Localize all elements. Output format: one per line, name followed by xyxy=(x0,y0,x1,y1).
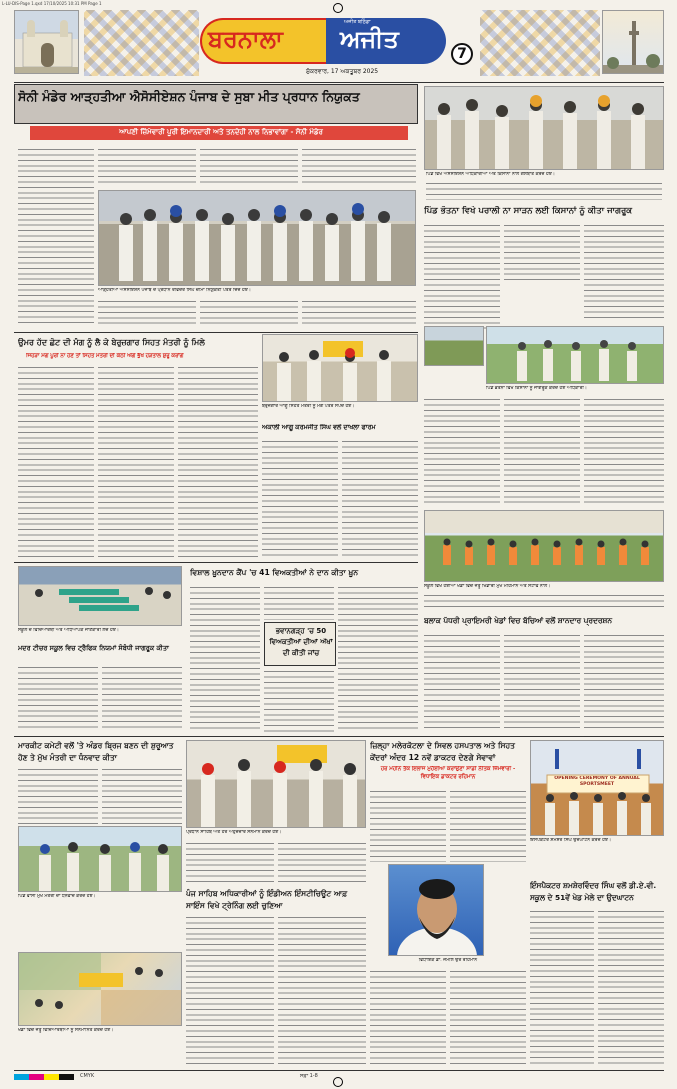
block-games-body-col-1 xyxy=(424,632,500,732)
akali-body-col-1 xyxy=(262,438,338,558)
lead-photo xyxy=(98,190,416,286)
elderly-body-col-2 xyxy=(98,364,174,560)
masthead-gate-photo xyxy=(14,10,79,74)
block-games-headline: ਬਲਾਕ ਪੱਧਰੀ ਪ੍ਰਾਇਮਰੀ ਖੇਡਾਂ ਵਿਚ ਬੱਚਿਆਂ ਵਲੋਂ ਸ਼ਾਨਦਾਰ ਪ੍ਰਦਰਸ਼ਨ xyxy=(424,616,612,625)
lead-body-col-5 xyxy=(98,298,196,328)
lead-caption: ਆੜ੍ਹਤੀਆ ਐਸੋਸੀਏਸ਼ਨ ਪੰਜਾਬ ਦੇ ਪ੍ਰਧਾਨ ਰਵਿੰਦਰ ਸਿੰਘ ਚੀਮਾ ਨਿਯੁਕਤੀ ਪੱਤਰ ਦਿੰਦੇ ਹੋਏ। xyxy=(98,288,252,293)
sports-meet-body-col-1 xyxy=(530,908,594,1066)
school-sport-photo xyxy=(424,510,664,582)
block-games-body-col-3 xyxy=(584,632,664,732)
farmers-photo-field xyxy=(424,326,484,366)
farmers-photo-meeting xyxy=(486,326,664,384)
gym-body-col-4 xyxy=(278,914,366,1066)
blood-body-col-2 xyxy=(264,584,334,620)
market-photo xyxy=(18,826,182,892)
sports-meet-headline: ਇੰਸਪੈਕਟਰ ਸ਼ਮਸ਼ੇਰਵਿੰਦਰ ਸਿੰਘ ਵਲੋਂ ਡੀ.ਏ.ਵੀ. ਸਕੂਲ ਦੇ 51ਵੇਂ ਖੇਡ ਮੇਲੇ ਦਾ ਉਦਘਾਟਨ xyxy=(530,881,657,902)
farmers-body-col-5 xyxy=(504,396,580,506)
elderly-caption: ਬੇਰੁਜ਼ਗਾਰ ਆਗੂ ਸਿਹਤ ਮੰਤਰੀ ਨੂੰ ਮੰਗ ਪੱਤਰ ਸੌਂਪਦੇ ਹੋਏ। xyxy=(262,404,355,409)
farmers-body-col-2 xyxy=(504,222,580,282)
lead-body-col-2 xyxy=(98,146,196,186)
masthead-page-number: 7 xyxy=(451,43,473,65)
sports-meet-caption: ਇੰਸਪੈਕਟਰ ਸ਼ਮਸ਼ੇਰ ਸਿੰਘ ਉਦਘਾਟਨ ਕਰਦੇ ਹੋਏ। xyxy=(530,838,612,843)
divider-lead xyxy=(14,332,418,333)
collage-caption: ਖੇਡਾਂ ਵਿਚ ਜੇਤੂ ਵਿਦਿਆਰਥੀਆਂ ਨੂੰ ਸਨਮਾਨਿਤ ਕਰਦੇ ਹੋਏ। xyxy=(18,1028,114,1033)
left-school-caption: ਸਕੂਲ ਦੇ ਵਿਦਿਆਰਥੀ ਅਤੇ ਅਧਿਆਪਕ ਜਾਣਕਾਰੀ ਲੈਂਦੇ ਹੋਏ। xyxy=(18,628,119,633)
left-school-headline: ਮਦਰ ਟੀਚਰ ਸਕੂਲ ਵਿਚ ਟ੍ਰੈਫਿਕ ਨਿਯਮਾਂ ਸੰਬੰਧੀ ਜਾਗਰੂਕ ਕੀਤਾ xyxy=(18,644,169,652)
school-sport-caption: ਸਕੂਲ ਵਿਖੇ ਹੋਈਆਂ ਖੇਡਾਂ ਵਿਚ ਜੇਤੂ ਖਿਡਾਰੀ ਮੁੱਖ ਮਹਿਮਾਨ ਅਤੇ ਸਟਾਫ ਨਾਲ। xyxy=(424,584,551,589)
hospital-photo xyxy=(388,864,484,956)
left-school-body-col-1 xyxy=(18,664,98,732)
lead-body-col-6 xyxy=(200,298,298,328)
market-headline: ਮਾਰਕੀਟ ਕਮੇਟੀ ਵਲੋਂ 'ਤੇ ਅੰਡਰ ਬ੍ਰਿਜ ਬਣਨ ਦੀ ਸ਼ੁਰੂਆਤ ਹੋਣ ਤੇ ਮੁੱਖ ਮੰਤਰੀ ਦਾ ਧੰਨਵਾਦ ਕੀਤਾ xyxy=(18,741,174,762)
left-school-photo xyxy=(18,566,182,626)
frame-top xyxy=(14,82,664,83)
gym-headline: ਪੰਜ ਸਾਹਿਬ ਅਧਿਕਾਰੀਆਂ ਨੂੰ ਇੰਡੀਅਨ ਇੰਸਟੀਚਿਊਟ ਆਫ਼ ਸਾਇੰਸ ਵਿਖੇ ਟ੍ਰੇਨਿੰਗ ਲਈ ਚੁਣਿਆ xyxy=(186,889,348,910)
elderly-subhead: ਜਿਹੜਾ ਮੰਗ ਪੂਰੀ ਨਾ ਹੋਣ ਤਾਂ ਸਿਹਤ ਮੰਤਰੀ ਦੀ ਕੋਠੀ ਅੱਗੇ ਭੁੱਖ ਹੜਤਾਲ ਸ਼ੁਰੂ ਕਰਾਂਗੇ xyxy=(26,353,184,359)
lead-body-col-1 xyxy=(18,146,94,326)
lead-headline: ਸੋਨੀ ਮੰਡੇਰ ਆੜ੍ਹਤੀਆ ਐਸੋਸੀਏਸ਼ਨ ਪੰਜਾਬ ਦੇ ਸੂਬਾ ਮੀਤ ਪ੍ਰਧਾਨ ਨਿਯੁਕਤ xyxy=(18,90,360,104)
gym-body-col-2 xyxy=(278,840,366,884)
divider-lower xyxy=(14,736,664,737)
gym-photo xyxy=(186,740,366,828)
top-right-photo xyxy=(424,86,664,170)
hospital-body-col-2 xyxy=(450,788,526,862)
farmers-headline: ਪਿੰਡ ਭੋਤਨਾ ਵਿਖੇ ਪਰਾਲੀ ਨਾ ਸਾੜਨ ਲਈ ਕਿਸਾਨਾਂ ਨੂੰ ਕੀਤਾ ਜਾਗਰੂਕ xyxy=(424,206,633,216)
farmers-caption: ਪਿੰਡ ਭੋਤਨਾ ਵਿਖੇ ਕਿਸਾਨਾਂ ਨੂੰ ਜਾਗਰੂਕ ਕਰਦੇ ਹੋਏ ਅਧਿਕਾਰੀ। xyxy=(486,386,587,391)
blood-body-col-4 xyxy=(264,668,334,732)
elderly-headline: ਉਮਰ ਹੱਦ ਛੋਟ ਦੀ ਮੰਗ ਨੂੰ ਲੈ ਕੇ ਬੇਰੁਜ਼ਗਾਰ ਸਿਹਤ ਮੰਤਰੀ ਨੂੰ ਮਿਲੇ xyxy=(18,338,205,347)
blood-body-col-1 xyxy=(190,584,260,732)
elderly-body-col-3 xyxy=(178,364,258,560)
market-caption: ਪਿੰਡ ਵਾਸੀ ਮੁੱਖ ਮੰਤਰੀ ਦਾ ਧੰਨਵਾਦ ਕਰਦੇ ਹੋਏ। xyxy=(18,894,96,899)
masthead-title-left: ਬਰਨਾਲਾ xyxy=(208,25,283,53)
farmers-body-col-3 xyxy=(584,222,664,322)
footer-center: ਸਫ਼ਾ 1-8 xyxy=(300,1073,318,1079)
hospital-body-col-1 xyxy=(370,788,446,862)
hospital-subhead: ਹਰ ਮਹੀਨੇ ਤੱਕ ਇਲਾਜ ਮੁਹੱਈਆ ਕਰਾਉਣਾ ਸਾਡੀ ਨੈਤਿਕ ਜ਼ਿੰਮੇਵਾਰੀ - ਵਿਧਾਇਕ ਡਾਕਟਰ ਰਹਿਮਾਨ xyxy=(380,766,516,780)
school-sport-caption-fill xyxy=(424,592,664,610)
hospital-headline: ਜ਼ਿਲ੍ਹਾ ਮਲੇਰਕੋਟਲਾ ਦੇ ਸਿਵਲ ਹਸਪਤਾਲ ਅਤੇ ਸਿਹਤ ਕੇਂਦਰਾਂ ਅੰਦਰ 12 ਨਵੇਂ ਡਾਕਟਰ ਦੇਣਗੇ ਸੇਵਾਵਾਂ xyxy=(370,741,516,762)
footer-rule xyxy=(14,1070,664,1071)
market-body-col-1 xyxy=(18,766,98,824)
footer-color-bar xyxy=(14,1074,74,1080)
masthead-pattern-left xyxy=(84,10,199,76)
lead-body-col-4 xyxy=(302,146,416,186)
gym-body-col-1 xyxy=(186,840,274,884)
hospital-body-col-3 xyxy=(370,968,446,1066)
hospital-caption: ਵਿਧਾਇਕ ਡਾ. ਜਮੀਲ ਉਰ ਰਹਿਮਾਨ xyxy=(418,958,478,963)
left-school-body-col-2 xyxy=(102,664,182,732)
top-right-caption-fill xyxy=(426,180,662,200)
akali-headline: ਅਕਾਲੀ ਆਗੂ ਕਰਮਜੀਤ ਸਿੰਘ ਵਲੋਂ ਦਾਖਲਾ ਫਾਰਮ xyxy=(262,424,376,431)
farmers-body-col-4 xyxy=(424,396,500,506)
market-body-col-2 xyxy=(102,766,182,824)
lead-body-col-7 xyxy=(302,298,416,328)
collage-photo xyxy=(18,952,182,1026)
top-right-caption: ਪਿੰਡ ਵਿਖੇ ਐਸੋਸੀਏਸ਼ਨ ਅਧਿਕਾਰੀਆਂ ਅਤੇ ਕਿਸਾਨਾਂ ਨਾਲ ਗੱਲਬਾਤ ਕਰਦੇ ਹੋਏ। xyxy=(426,172,556,177)
masthead-pattern-right xyxy=(480,10,600,76)
footer-left: CMYK xyxy=(80,1073,95,1079)
akali-body-col-2 xyxy=(342,438,418,558)
divider-mid xyxy=(14,562,418,563)
registration-mark-bottom xyxy=(333,1077,343,1087)
block-games-body-col-2 xyxy=(504,632,580,732)
sports-meet-banner: OPENING CEREMONY OF ANNUAL SPORTSMEET xyxy=(554,776,640,787)
lead-subhead: ਆਪਣੀ ਜ਼ਿੰਮੇਵਾਰੀ ਪੂਰੀ ਇਮਾਨਦਾਰੀ ਅਤੇ ਤਨਦੇਹੀ ਨਾਲ ਨਿਭਾਵਾਂਗਾ - ਸੋਨੀ ਮੰਡੇਰ xyxy=(119,128,323,136)
gym-caption: ਪ੍ਰਧਾਨ ਸਾਹਿਬ ਅਤੇ ਹੋਰ ਅਹੁਦੇਦਾਰ ਸਨਮਾਨ ਕਰਦੇ ਹੋਏ। xyxy=(186,830,282,835)
farmers-body-col-6 xyxy=(584,396,664,506)
farmers-body-col-1 xyxy=(424,222,500,330)
masthead-dateline: ਸ਼ੁੱਕਰਵਾਰ, 17 ਅਕਤੂਬਰ 2025 xyxy=(306,68,379,75)
masthead-title-right: ਅਜੀਤ xyxy=(340,25,399,53)
masthead xyxy=(14,10,664,82)
gym-body-col-3 xyxy=(186,914,274,1066)
slug-line: L-LU-DIS-Page 1.qxd 17/10/2025 10:31 PM Page 1 xyxy=(2,1,102,6)
elderly-photo xyxy=(262,334,418,402)
lead-body-col-3 xyxy=(200,146,298,186)
masthead-tower-photo xyxy=(602,10,664,74)
sports-meet-photo xyxy=(530,740,664,836)
sports-meet-body-col-2 xyxy=(598,908,664,1066)
hospital-body-col-4 xyxy=(450,968,526,1066)
masthead-small-tag: ਅਜੀਤ ਬਠਿੰਡਾ xyxy=(344,19,371,25)
blood-box: ਭਵਾਨਗੜ੍ਹ 'ਚ 50 ਵਿਅਕਤੀਆਂ ਦੀਆਂ ਅੱਖਾਂ ਦੀ ਕੀਤੀ ਜਾਂਚ xyxy=(269,627,333,657)
blood-body-col-3 xyxy=(338,584,418,732)
blood-headline: ਵਿਸ਼ਾਲ ਖ਼ੂਨਦਾਨ ਕੈਂਪ 'ਚ 41 ਵਿਅਕਤੀਆਂ ਨੇ ਦਾਨ ਕੀਤਾ ਖ਼ੂਨ xyxy=(190,568,359,577)
elderly-body-col-1 xyxy=(18,364,94,560)
